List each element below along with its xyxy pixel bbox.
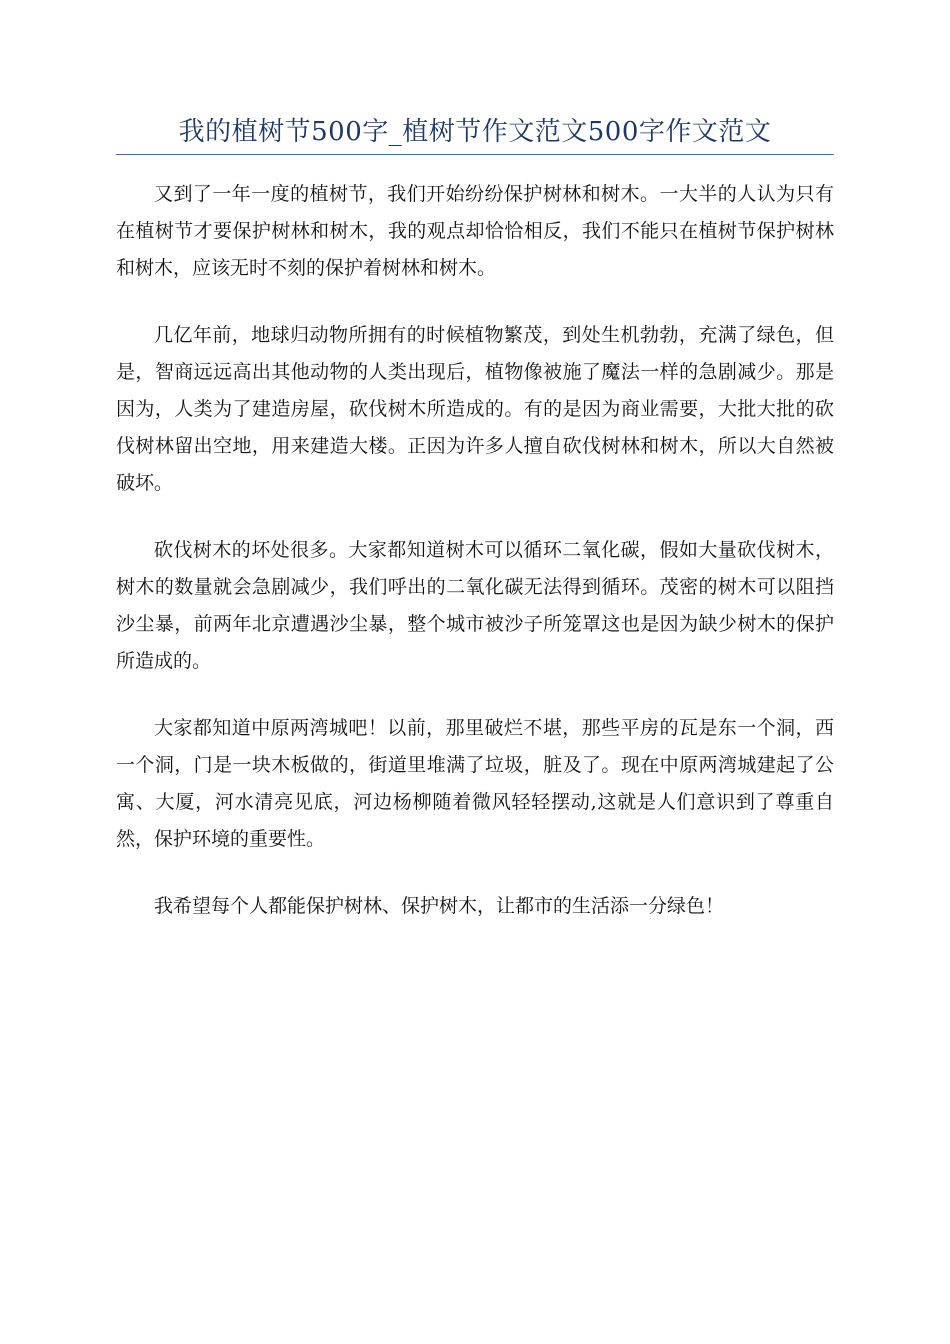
paragraph-4: 大家都知道中原两湾城吧！以前，那里破烂不堪，那些平房的瓦是东一个洞，西一个洞，门是一块木板做的，街道里堆满了垃圾，脏及了。现在中原两湾城建起了公寓、大厦，河水清亮见底，河边杨柳随着微风轻轻摆动,这就是人们意识到了尊重自然，保护环境的重要性。 <box>116 717 834 850</box>
title-underline <box>116 154 834 155</box>
paragraph-3: 砍伐树木的坏处很多。大家都知道树木可以循环二氧化碳，假如大量砍伐树木，树木的数量就会急剧减少，我们呼出的二氧化碳无法得到循环。茂密的树木可以阻挡沙尘暴，前两年北京遭遇沙尘暴，整个城市被沙子所笼罩这也是因为缺少树木的保护所造成的。 <box>116 539 834 672</box>
essay-body <box>116 176 834 955</box>
paragraph-1: 又到了一年一度的植树节，我们开始纷纷保护树林和树木。一大半的人认为只有在植树节才要保护树林和树木，我的观点却恰恰相反，我们不能只在植树节保护树林和树木，应该无时不刻的保护着树林和树木。 <box>116 183 834 279</box>
title-block <box>116 112 834 155</box>
document-title: 我的植树节500字_植树节作文范文500字作文范文 <box>178 117 772 147</box>
paragraph-2: 几亿年前，地球归动物所拥有的时候植物繁茂，到处生机勃勃，充满了绿色，但是，智商远远高出其他动物的人类出现后，植物像被施了魔法一样的急剧减少。那是因为，人类为了建造房屋，砍伐树木所造成的。有的是因为商业需要，大批大批的砍伐树林留出空地，用来建造大楼。正因为许多人擅自砍伐树林和树木，所以大自然被破坏。 <box>116 324 834 494</box>
paragraph-5: 我希望每个人都能保护树林、保护树木，让都市的生活添一分绿色！ <box>154 895 725 917</box>
